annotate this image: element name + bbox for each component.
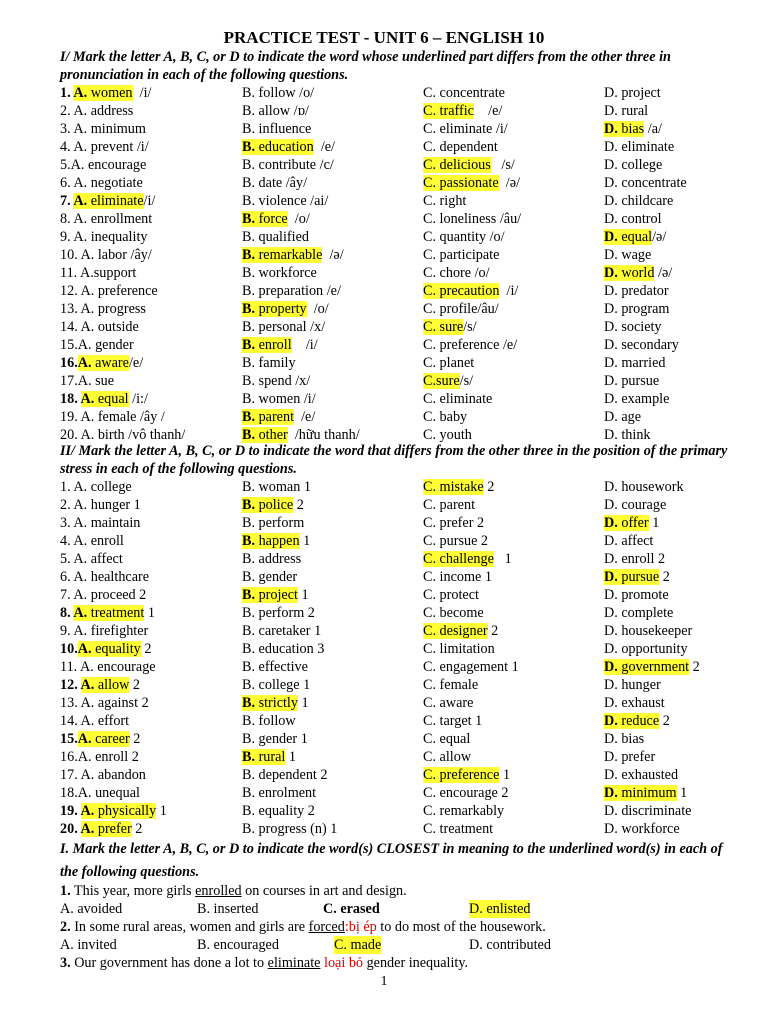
s1-opt-b: B. workforce <box>242 265 317 281</box>
s1-opt-d: D. married <box>604 355 666 371</box>
s1-row-18 <box>0 390 768 408</box>
s2-opt-a: 6. A. healthcare <box>60 569 150 585</box>
question-1-options <box>60 900 740 918</box>
s2-opt-d: D. pursue 2 <box>604 569 670 585</box>
question-text: This year, more girls <box>70 883 196 899</box>
s2-opt-c: C. designer 2 <box>423 623 499 639</box>
s1-row-15 <box>0 336 768 354</box>
s1-row-7 <box>0 192 768 210</box>
s2-opt-b: B. dependent 2 <box>242 767 328 783</box>
option-d: D. contributed <box>469 937 551 953</box>
s1-opt-d: D. rural <box>604 103 649 119</box>
s2-opt-d: D. hunger <box>604 677 661 693</box>
s1-opt-b: B. spend /x/ <box>242 373 311 389</box>
s2-opt-d: D. exhaust <box>604 695 665 711</box>
s1-opt-c: C. precaution /i/ <box>423 283 519 299</box>
s1-opt-c: C. baby <box>423 409 468 425</box>
s1-opt-d: D. age <box>604 409 642 425</box>
s1-opt-c: C. passionate /ə/ <box>423 175 520 191</box>
s1-row-2 <box>0 102 768 120</box>
s2-opt-b: B. effective <box>242 659 308 675</box>
s1-row-4 <box>0 138 768 156</box>
s1-opt-a: 3. A. minimum <box>60 121 146 137</box>
s2-opt-a: 12. A. allow 2 <box>60 677 141 693</box>
s1-opt-b: B. other /hữu thanh/ <box>242 427 360 443</box>
s1-opt-c: C. preference /e/ <box>423 337 518 353</box>
s2-row-13 <box>0 694 768 712</box>
s1-opt-b: B. violence /ai/ <box>242 193 329 209</box>
underlined-word: enrolled <box>195 883 242 899</box>
s2-opt-b: B. gender 1 <box>242 731 308 747</box>
s1-opt-d: D. predator <box>604 283 669 299</box>
s1-opt-a: 18. A. equal /i:/ <box>60 391 148 407</box>
s1-opt-d: D. equal/ə/ <box>604 229 667 245</box>
s2-opt-c: C. mistake 2 <box>423 479 495 495</box>
s2-row-9 <box>0 622 768 640</box>
s2-opt-a: 10.A. equality 2 <box>60 641 152 657</box>
s1-row-3 <box>0 120 768 138</box>
question-number: 3. <box>60 955 71 971</box>
s1-row-9 <box>0 228 768 246</box>
s1-row-6 <box>0 174 768 192</box>
s1-opt-c: C. eliminate <box>423 391 493 407</box>
s1-opt-d: D. project <box>604 85 661 101</box>
s1-opt-b: B. personal /x/ <box>242 319 326 335</box>
option-d: D. enlisted <box>469 901 531 917</box>
s1-opt-d: D. society <box>604 319 662 335</box>
s2-row-16 <box>0 748 768 766</box>
question-2 <box>60 918 740 936</box>
s2-opt-b: B. college 1 <box>242 677 311 693</box>
option-b: B. inserted <box>197 901 259 917</box>
s1-opt-c: C. sure/s/ <box>423 319 477 335</box>
option-c: C. erased <box>323 901 380 917</box>
s2-row-6 <box>0 568 768 586</box>
s1-opt-a: 13. A. progress <box>60 301 146 317</box>
s2-opt-b: B. strictly 1 <box>242 695 309 711</box>
s2-row-20 <box>0 820 768 838</box>
s2-row-15 <box>0 730 768 748</box>
s2-opt-c: C. encourage 2 <box>423 785 509 801</box>
question-number: 2. <box>60 919 71 935</box>
s2-opt-d: D. workforce <box>604 821 680 837</box>
s2-row-3 <box>0 514 768 532</box>
s1-opt-b: B. follow /o/ <box>242 85 315 101</box>
section1-instruction: I/ Mark the letter A, B, C, or D to indicate the word whose underlined part differs from the other three in pronunciation in each of the following questions. <box>60 49 671 83</box>
s2-opt-a: 16.A. enroll 2 <box>60 749 139 765</box>
s1-opt-a: 6. A. negotiate <box>60 175 143 191</box>
s2-row-10 <box>0 640 768 658</box>
s2-opt-b: B. follow <box>242 713 296 729</box>
s2-opt-a: 20. A. prefer 2 <box>60 821 143 837</box>
s1-opt-a: 19. A. female /ây / <box>60 409 165 425</box>
s1-opt-d: D. example <box>604 391 670 407</box>
section2-instruction: II/ Mark the letter A, B, C, or D to indicate the word that differs from the other three in the position of the primary stress in each of the following questions. <box>60 443 728 477</box>
s2-opt-a: 13. A. against 2 <box>60 695 149 711</box>
s2-opt-b: B. woman 1 <box>242 479 311 495</box>
s2-opt-b: B. police 2 <box>242 497 304 513</box>
s1-opt-b: B. remarkable /ə/ <box>242 247 344 263</box>
s2-opt-b: B. education 3 <box>242 641 325 657</box>
s1-opt-c: C. profile/âu/ <box>423 301 499 317</box>
s2-opt-b: B. equality 2 <box>242 803 315 819</box>
s1-opt-d: D. bias /a/ <box>604 121 662 137</box>
s1-opt-b: B. force /o/ <box>242 211 310 227</box>
s1-opt-b: B. education /e/ <box>242 139 335 155</box>
s1-opt-a: 10. A. labor /ây/ <box>60 247 152 263</box>
s2-opt-c: C. female <box>423 677 479 693</box>
question-text-end: on courses in art and design. <box>241 883 407 899</box>
s1-opt-c: C. chore /o/ <box>423 265 490 281</box>
s2-opt-d: D. affect <box>604 533 654 549</box>
s2-opt-c: C. preference 1 <box>423 767 511 783</box>
s1-opt-c: C. planet <box>423 355 475 371</box>
s2-opt-b: B. gender <box>242 569 298 585</box>
s1-opt-d: D. secondary <box>604 337 679 353</box>
s1-row-14 <box>0 318 768 336</box>
page-number: 1 <box>380 974 388 989</box>
s2-opt-d: D. housekeeper <box>604 623 693 639</box>
s2-opt-a: 2. A. hunger 1 <box>60 497 141 513</box>
s2-opt-c: C. prefer 2 <box>423 515 485 531</box>
question-text-end: gender inequality. <box>363 955 469 971</box>
option-a: A. avoided <box>60 901 123 917</box>
s2-row-2 <box>0 496 768 514</box>
s2-opt-c: C. parent <box>423 497 476 513</box>
translation-note: loại bỏ <box>320 955 364 971</box>
s1-opt-a: 4. A. prevent /i/ <box>60 139 149 155</box>
s2-opt-a: 11. A. encourage <box>60 659 156 675</box>
s1-opt-c: C. concentrate <box>423 85 505 101</box>
s1-opt-b: B. preparation /e/ <box>242 283 341 299</box>
s2-opt-a: 8. A. treatment 1 <box>60 605 155 621</box>
s1-opt-d: D. think <box>604 427 651 443</box>
s1-opt-b: B. qualified <box>242 229 309 245</box>
s2-opt-b: B. address <box>242 551 302 567</box>
s2-opt-c: C. equal <box>423 731 471 747</box>
s1-row-17 <box>0 372 768 390</box>
s2-opt-a: 1. A. college <box>60 479 132 495</box>
s2-opt-c: C. remarkably <box>423 803 505 819</box>
s2-opt-b: B. perform 2 <box>242 605 315 621</box>
s1-opt-c: C. delicious /s/ <box>423 157 515 173</box>
s1-opt-a: 20. A. birth /vô thanh/ <box>60 427 186 443</box>
s1-opt-c: C. participate <box>423 247 500 263</box>
s2-opt-c: C. protect <box>423 587 479 603</box>
s2-opt-d: D. opportunity <box>604 641 688 657</box>
s1-opt-a: 2. A. address <box>60 103 134 119</box>
s2-row-14 <box>0 712 768 730</box>
s1-opt-d: D. wage <box>604 247 652 263</box>
s1-opt-a: 12. A. preference <box>60 283 158 299</box>
s2-opt-d: D. courage <box>604 497 667 513</box>
s1-opt-b: B. parent /e/ <box>242 409 316 425</box>
s2-opt-d: D. prefer <box>604 749 656 765</box>
s2-opt-d: D. minimum 1 <box>604 785 688 801</box>
s2-opt-c: C. engagement 1 <box>423 659 519 675</box>
s2-opt-d: D. housework <box>604 479 684 495</box>
s2-opt-d: D. discriminate <box>604 803 692 819</box>
s1-row-12 <box>0 282 768 300</box>
s2-opt-a: 7. A. proceed 2 <box>60 587 147 603</box>
s1-opt-d: D. eliminate <box>604 139 675 155</box>
s2-opt-d: D. offer 1 <box>604 515 660 531</box>
s1-row-1 <box>0 84 768 102</box>
s2-opt-b: B. enrolment <box>242 785 317 801</box>
translation-note: :bị ép <box>344 919 377 935</box>
s1-row-13 <box>0 300 768 318</box>
s2-opt-d: D. promote <box>604 587 669 603</box>
option-c: C. made <box>334 937 382 953</box>
s1-opt-a: 15.A. gender <box>60 337 134 353</box>
s1-row-19 <box>0 408 768 426</box>
s1-opt-d: D. world /ə/ <box>604 265 673 281</box>
s2-opt-b: B. rural 1 <box>242 749 296 765</box>
s1-row-11 <box>0 264 768 282</box>
s2-opt-a: 17. A. abandon <box>60 767 146 783</box>
s2-opt-a: 18.A. unequal <box>60 785 140 801</box>
s2-row-19 <box>0 802 768 820</box>
section3-instruction: I. Mark the letter A, B, C, or D to indicate the word(s) CLOSEST in meaning to the underlined word(s) in each of the following questions. <box>60 841 723 880</box>
s1-opt-a: 1. A. women /i/ <box>60 85 152 101</box>
s1-opt-d: D. concentrate <box>604 175 687 191</box>
question-text: Our government has done a lot to <box>70 955 268 971</box>
s2-opt-d: D. enroll 2 <box>604 551 666 567</box>
s2-opt-c: C. target 1 <box>423 713 483 729</box>
s1-row-16 <box>0 354 768 372</box>
s1-opt-b: B. influence <box>242 121 312 137</box>
s1-opt-a: 11. A.support <box>60 265 137 281</box>
s2-opt-c: C. treatment <box>423 821 494 837</box>
s1-opt-a: 5.A. encourage <box>60 157 147 173</box>
s2-opt-d: D. complete <box>604 605 674 621</box>
question-1 <box>60 882 740 900</box>
s1-opt-c: C. loneliness /âu/ <box>423 211 522 227</box>
s2-opt-a: 3. A. maintain <box>60 515 141 531</box>
s2-opt-c: C. income 1 <box>423 569 492 585</box>
s2-opt-b: B. perform <box>242 515 305 531</box>
s2-row-17 <box>0 766 768 784</box>
s2-opt-c: C. challenge 1 <box>423 551 512 567</box>
s1-opt-b: B. enroll /i/ <box>242 337 318 353</box>
s1-opt-b: B. contribute /c/ <box>242 157 334 173</box>
s1-opt-a: 7. A. eliminate/i/ <box>60 193 156 209</box>
s2-opt-b: B. happen 1 <box>242 533 311 549</box>
s1-opt-b: B. family <box>242 355 296 371</box>
s2-opt-c: C. become <box>423 605 484 621</box>
s1-opt-d: D. childcare <box>604 193 674 209</box>
s1-opt-c: C. traffic /e/ <box>423 103 503 119</box>
s2-opt-d: D. reduce 2 <box>604 713 670 729</box>
s2-row-4 <box>0 532 768 550</box>
s2-opt-d: D. bias <box>604 731 645 747</box>
s2-opt-c: C. allow <box>423 749 472 765</box>
s1-opt-b: B. allow /ɒ/ <box>242 103 309 119</box>
s1-row-5 <box>0 156 768 174</box>
s2-opt-a: 5. A. affect <box>60 551 123 567</box>
page-title: PRACTICE TEST - UNIT 6 – ENGLISH 10 <box>223 28 545 47</box>
question-number: 1. <box>60 883 71 899</box>
question-text-end: to do most of the housework. <box>376 919 546 935</box>
s2-opt-d: D. exhausted <box>604 767 679 783</box>
s2-row-11 <box>0 658 768 676</box>
underlined-word: forced <box>308 919 345 935</box>
s1-opt-a: 17.A. sue <box>60 373 114 389</box>
s2-opt-c: C. pursue 2 <box>423 533 489 549</box>
s1-row-8 <box>0 210 768 228</box>
s2-opt-a: 4. A. enroll <box>60 533 124 549</box>
option-a: A. invited <box>60 937 117 953</box>
s2-row-8 <box>0 604 768 622</box>
underlined-word: eliminate <box>267 955 321 971</box>
s2-opt-a: 9. A. firefighter <box>60 623 149 639</box>
s1-opt-b: B. property /o/ <box>242 301 329 317</box>
s2-opt-b: B. progress (n) 1 <box>242 821 338 837</box>
s1-opt-d: D. control <box>604 211 662 227</box>
s2-opt-a: 14. A. effort <box>60 713 130 729</box>
s2-opt-c: C. limitation <box>423 641 495 657</box>
s2-opt-a: 15.A. career 2 <box>60 731 141 747</box>
s2-row-7 <box>0 586 768 604</box>
s1-opt-d: D. college <box>604 157 663 173</box>
option-b: B. encouraged <box>197 937 279 953</box>
question-2-options <box>60 936 740 954</box>
s1-opt-a: 14. A. outside <box>60 319 139 335</box>
s2-opt-c: C. aware <box>423 695 474 711</box>
s1-opt-c: C. right <box>423 193 467 209</box>
s2-opt-d: D. government 2 <box>604 659 700 675</box>
s1-opt-c: C.sure/s/ <box>423 373 474 389</box>
s2-opt-a: 19. A. physically 1 <box>60 803 167 819</box>
s1-opt-a: 8. A. enrollment <box>60 211 153 227</box>
question-text: In some rural areas, women and girls are <box>70 919 309 935</box>
question-3 <box>60 954 740 972</box>
s2-row-18 <box>0 784 768 802</box>
s1-opt-c: C. eliminate /i/ <box>423 121 508 137</box>
s1-opt-c: C. youth <box>423 427 472 443</box>
s1-opt-c: C. quantity /o/ <box>423 229 505 245</box>
s1-opt-b: B. date /ây/ <box>242 175 308 191</box>
s1-opt-a: 9. A. inequality <box>60 229 148 245</box>
s1-opt-a: 16.A. aware/e/ <box>60 355 144 371</box>
s1-row-10 <box>0 246 768 264</box>
s1-opt-d: D. program <box>604 301 670 317</box>
s1-opt-c: C. dependent <box>423 139 498 155</box>
s1-opt-d: D. pursue <box>604 373 660 389</box>
s2-row-1 <box>0 478 768 496</box>
s1-opt-b: B. women /i/ <box>242 391 316 407</box>
s2-opt-b: B. project 1 <box>242 587 309 603</box>
s2-opt-b: B. caretaker 1 <box>242 623 322 639</box>
s2-row-5 <box>0 550 768 568</box>
s2-row-12 <box>0 676 768 694</box>
